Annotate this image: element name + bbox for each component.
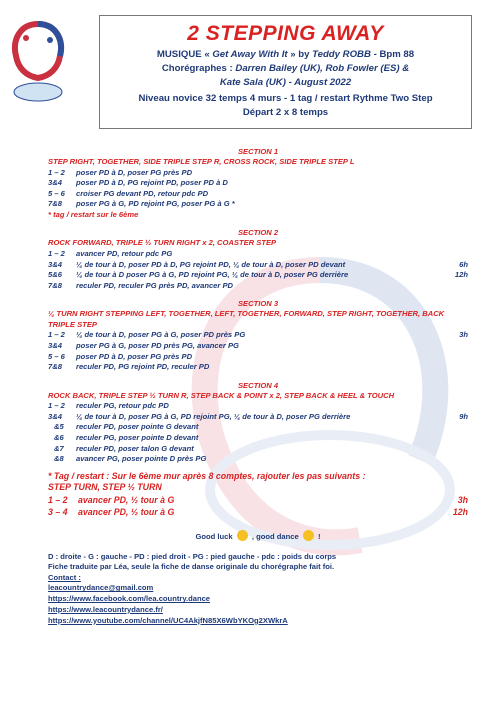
section-description: STEP RIGHT, TOGETHER, SIDE TRIPLE STEP R, CROSS ROCK, SIDE TRIPLE STEP L (48, 157, 355, 166)
tag-step-row: 1 – 2 avancer PD, ½ tour à G 3h (48, 494, 468, 505)
section-title: SECTION 1 (237, 147, 279, 156)
step-row: &6 reculer PG, poser pointe D devant (54, 433, 199, 442)
tag-restart-block (48, 471, 468, 518)
dance-title: 2 STEPPING AWAY (187, 22, 384, 45)
section-note: * tag / restart sur le 6ème (48, 209, 139, 219)
tag-description: * Tag / restart : Sur le 6ème mur après 8 comptes, rajouter les pas suivants : (48, 470, 366, 481)
email-link[interactable]: leacountrydance@gmail.com (48, 583, 154, 593)
facebook-link[interactable]: https://www.facebook.com/lea.country.dance (48, 594, 211, 604)
step-row: 1 – 2 avancer PD, retour pdc PG (48, 248, 173, 258)
section-description: ROCK BACK, TRIPLE STEP ½ TURN R, STEP BACK & POINT x 2, STEP BACK & HEEL & TOUCH (48, 390, 395, 400)
tag-steps-title: STEP TURN, STEP ½ TURN (48, 482, 162, 493)
level-line: Niveau novice 32 temps 4 murs - 1 tag / restart Rythme Two Step (138, 93, 433, 104)
step-row: 5 – 6 poser PD à D, poser PG près PD (48, 351, 193, 361)
smiley-emoji-icon (237, 530, 248, 541)
step-row: 5 – 6 croiser PG devant PD, retour pdc PD (48, 188, 209, 198)
step-row: 7&8 poser PG à G, PD rejoint PG, poser PG à G * (48, 199, 235, 209)
section-title: SECTION 2 (237, 228, 279, 238)
tag-step-row: 3 – 4 avancer PD, ½ tour à G 12h (48, 506, 468, 517)
lea-country-dance-logo-icon (8, 18, 68, 110)
choreographers-line-2: Kate Sala (UK) - August 2022 (219, 77, 352, 88)
section-2 (48, 228, 468, 291)
step-row: 5&6 ¼ de tour à D poser PG à G, PD rejoint PG, ¼ de tour à D, poser PG derrière 12h (48, 270, 468, 280)
section-1 (48, 147, 468, 220)
step-row: 3&4 ¼ de tour à D, poser PD à D, PG rejoint PD, ¼ de tour à D, poser PD devant 6h (48, 259, 468, 269)
music-artist: Teddy ROBB (312, 49, 371, 60)
step-row: 1 – 2 poser PD à D, poser PG près PD (48, 167, 193, 177)
header-box (99, 15, 472, 129)
website-link[interactable]: https://www.leacountrydance.fr/ (48, 604, 163, 614)
section-3 (48, 299, 468, 372)
step-row: &7 reculer PD, poser talon G devant (54, 443, 194, 453)
steps-content (48, 147, 468, 626)
step-row: &8 avancer PG, poser pointe D près PG (54, 454, 207, 464)
music-title: Get Away With It (212, 49, 288, 60)
step-row: &5 reculer PD, poser pointe G devant (54, 422, 199, 432)
good-luck-line: Good luck , good dance ! (195, 531, 321, 541)
step-row: 1 – 2 ¼ de tour à D, poser PG à G, poser PD près PG 3h (48, 330, 468, 340)
step-row: 7&8 reculer PD, reculer PG près PD, avancer PD (48, 280, 234, 290)
step-row: 3&4 poser PD à D, PG rejoint PD, poser PD à D (48, 178, 228, 188)
step-row: 3&4 poser PG à G, poser PD près PG, avancer PG (48, 340, 239, 350)
section-description: ROCK FORWARD, TRIPLE ½ TURN RIGHT x 2, COASTER STEP (48, 238, 277, 248)
section-title: SECTION 3 (237, 299, 279, 309)
step-row: 3&4 ¼ de tour à D, poser PG à G, PD rejoint PG, ¼ de tour à D, poser PG derrière 9h (48, 411, 468, 421)
music-line: MUSIQUE « Get Away With It » by Teddy ROBB - Bpm 88 (156, 49, 415, 60)
translation-credit: Fiche traduite par Léa, seule la fiche de danse originale du chorégraphe fait foi. (48, 562, 335, 572)
start-line: Départ 2 x 8 temps (242, 107, 329, 118)
section-description: ¼ TURN RIGHT STEPPING LEFT, TOGETHER, LEFT, TOGETHER, FORWARD, STEP RIGHT, TOGETHER, BACK TRIPLE STEP (48, 309, 445, 329)
legend: D : droite - G : gauche - PD : pied droit - PG : pied gauche - pdc : poids du corps (48, 551, 337, 561)
section-title: SECTION 4 (237, 380, 279, 390)
youtube-link[interactable]: https://www.youtube.com/channel/UC4AkjfN85X6WbYKOg2XWkrA (48, 615, 288, 625)
dancing-emoji-icon (303, 530, 314, 541)
section-4 (48, 381, 468, 465)
choreographers-line: Chorégraphes : Darren Bailey (UK), Rob Fowler (ES) & (161, 63, 410, 74)
contact-label: Contact : (48, 572, 81, 582)
step-row: 1 – 2 reculer PG, retour pdc PD (48, 401, 169, 411)
step-row: 7&8 reculer PD, PG rejoint PD, reculer PD (48, 362, 210, 372)
